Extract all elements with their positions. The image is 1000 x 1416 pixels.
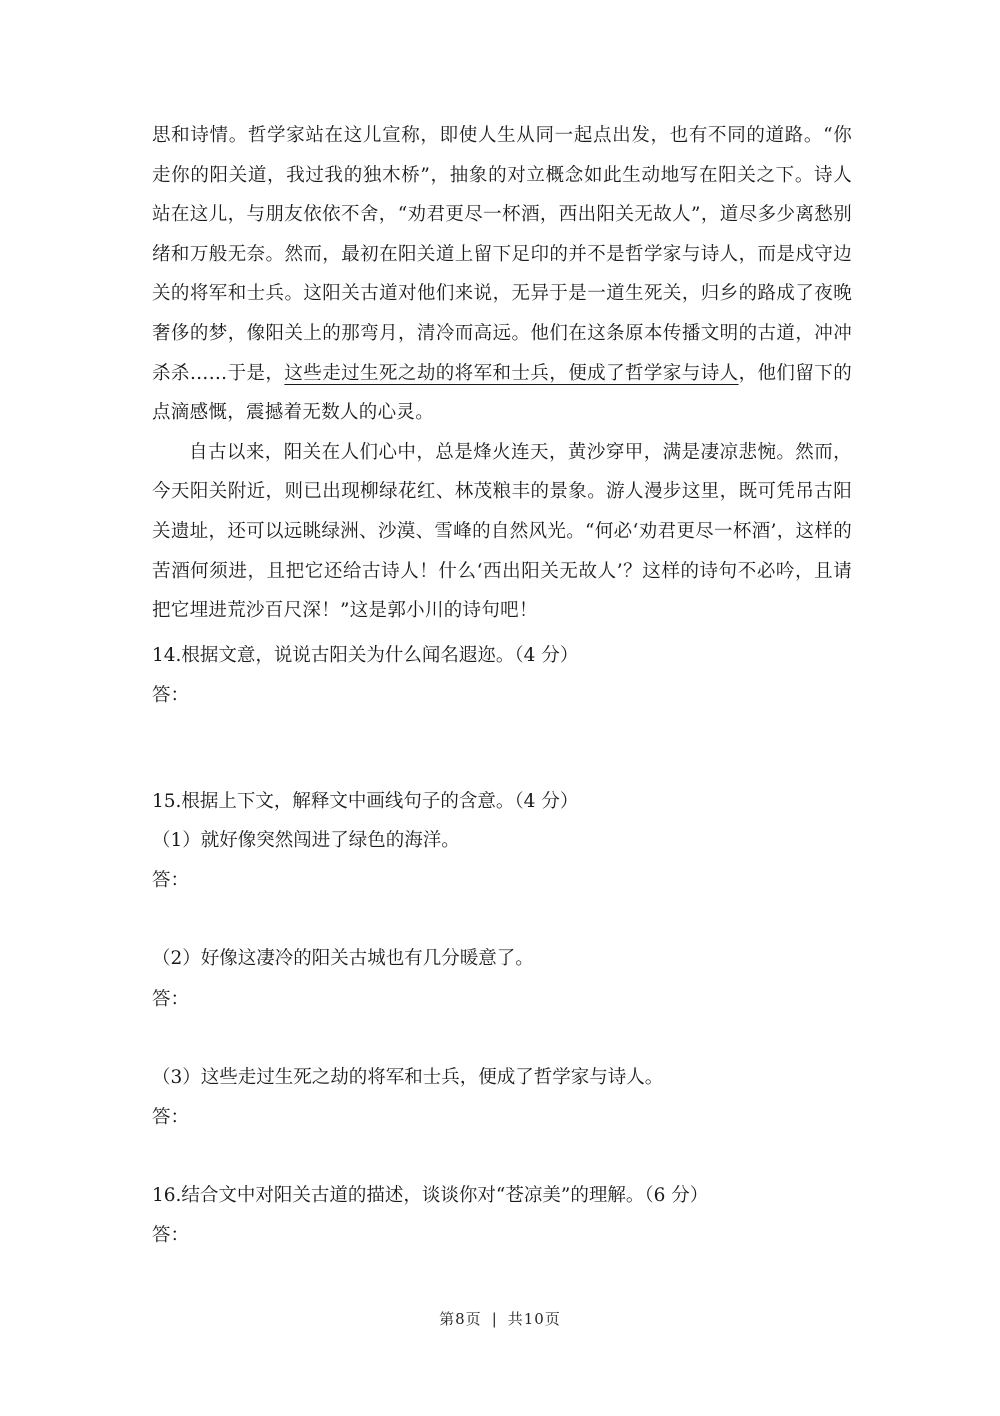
page-number: 第8页 — [439, 1310, 482, 1328]
reading-passage — [152, 116, 852, 631]
answer-label-15-1: 答： — [152, 870, 190, 891]
answer-label-16: 答： — [152, 1225, 190, 1246]
question-15-3: （3）这些走过生死之劫的将军和士兵，便成了哲学家与诗人。 — [152, 1067, 664, 1088]
passage-paragraph-1 — [152, 116, 852, 433]
question-15: 15.根据上下文，解释文中画线句子的含意。（4 分） — [152, 791, 579, 812]
question-14: 14.根据文意，说说古阳关为什么闻名遐迩。（4 分） — [152, 645, 579, 666]
question-16: 16.结合文中对阳关古道的描述，谈谈你对“苍凉美”的理解。（6 分） — [152, 1185, 709, 1206]
passage-paragraph-2: 自古以来，阳关在人们心中，总是烽火连天，黄沙穿甲，满是凄凉悲惋。然而，今天阳关附近，则已出现柳绿花红、林茂粮丰的景象。游人漫步这里，既可凭吊古阳关遗址，还可以远眺绿洲、沙漠、雪峰的自然风光。“何必‘劝君更尽一杯酒’，这样的苦酒何须进，且把它还给古诗人！什么‘西出阳关无故人’？这样的诗句不必吟，且请把它埋进荒沙百尺深！”这是郭小川的诗句吧！ — [152, 441, 852, 622]
answer-label-14: 答： — [152, 685, 190, 706]
question-15-2: （2）好像这凄冷的阳关古城也有几分暖意了。 — [152, 948, 534, 969]
page-footer — [0, 1308, 1000, 1329]
footer-separator: | — [491, 1310, 498, 1328]
underlined-sentence: 这些走过生死之劫的将军和士兵，便成了哲学家与诗人 — [284, 362, 739, 384]
passage-text: ，他们留下的点滴感慨，震撼着无数人的心灵。 — [152, 362, 852, 424]
passage-text: 思和诗情。哲学家站在这儿宣称，即使人生从同一起点出发，也有不同的道路。“你走你的阳关道，我过我的独木桥”，抽象的对立概念如此生动地写在阳关之下。诗人站在这儿，与朋友依依不舍，“劝君更尽一杯酒，西出阳关无故人”，道尽多少离愁别绪和万般无奈。然而，最初在阳关道上留下足印的并不是哲学家与诗人，而是戍守边关的将军和士兵。这阳关古道对他们来说，无异于是一道生死关，归乡的路成了夜晚奢侈的梦，像阳关上的那弯月，清冷而高远。他们在这条原本传播文明的古道，冲冲杀杀……于是， — [152, 125, 852, 384]
question-15-1: （1）就好像突然闯进了绿色的海洋。 — [152, 830, 460, 851]
answer-label-15-2: 答： — [152, 989, 190, 1010]
page-total: 共10页 — [507, 1310, 561, 1328]
answer-label-15-3: 答： — [152, 1107, 190, 1128]
